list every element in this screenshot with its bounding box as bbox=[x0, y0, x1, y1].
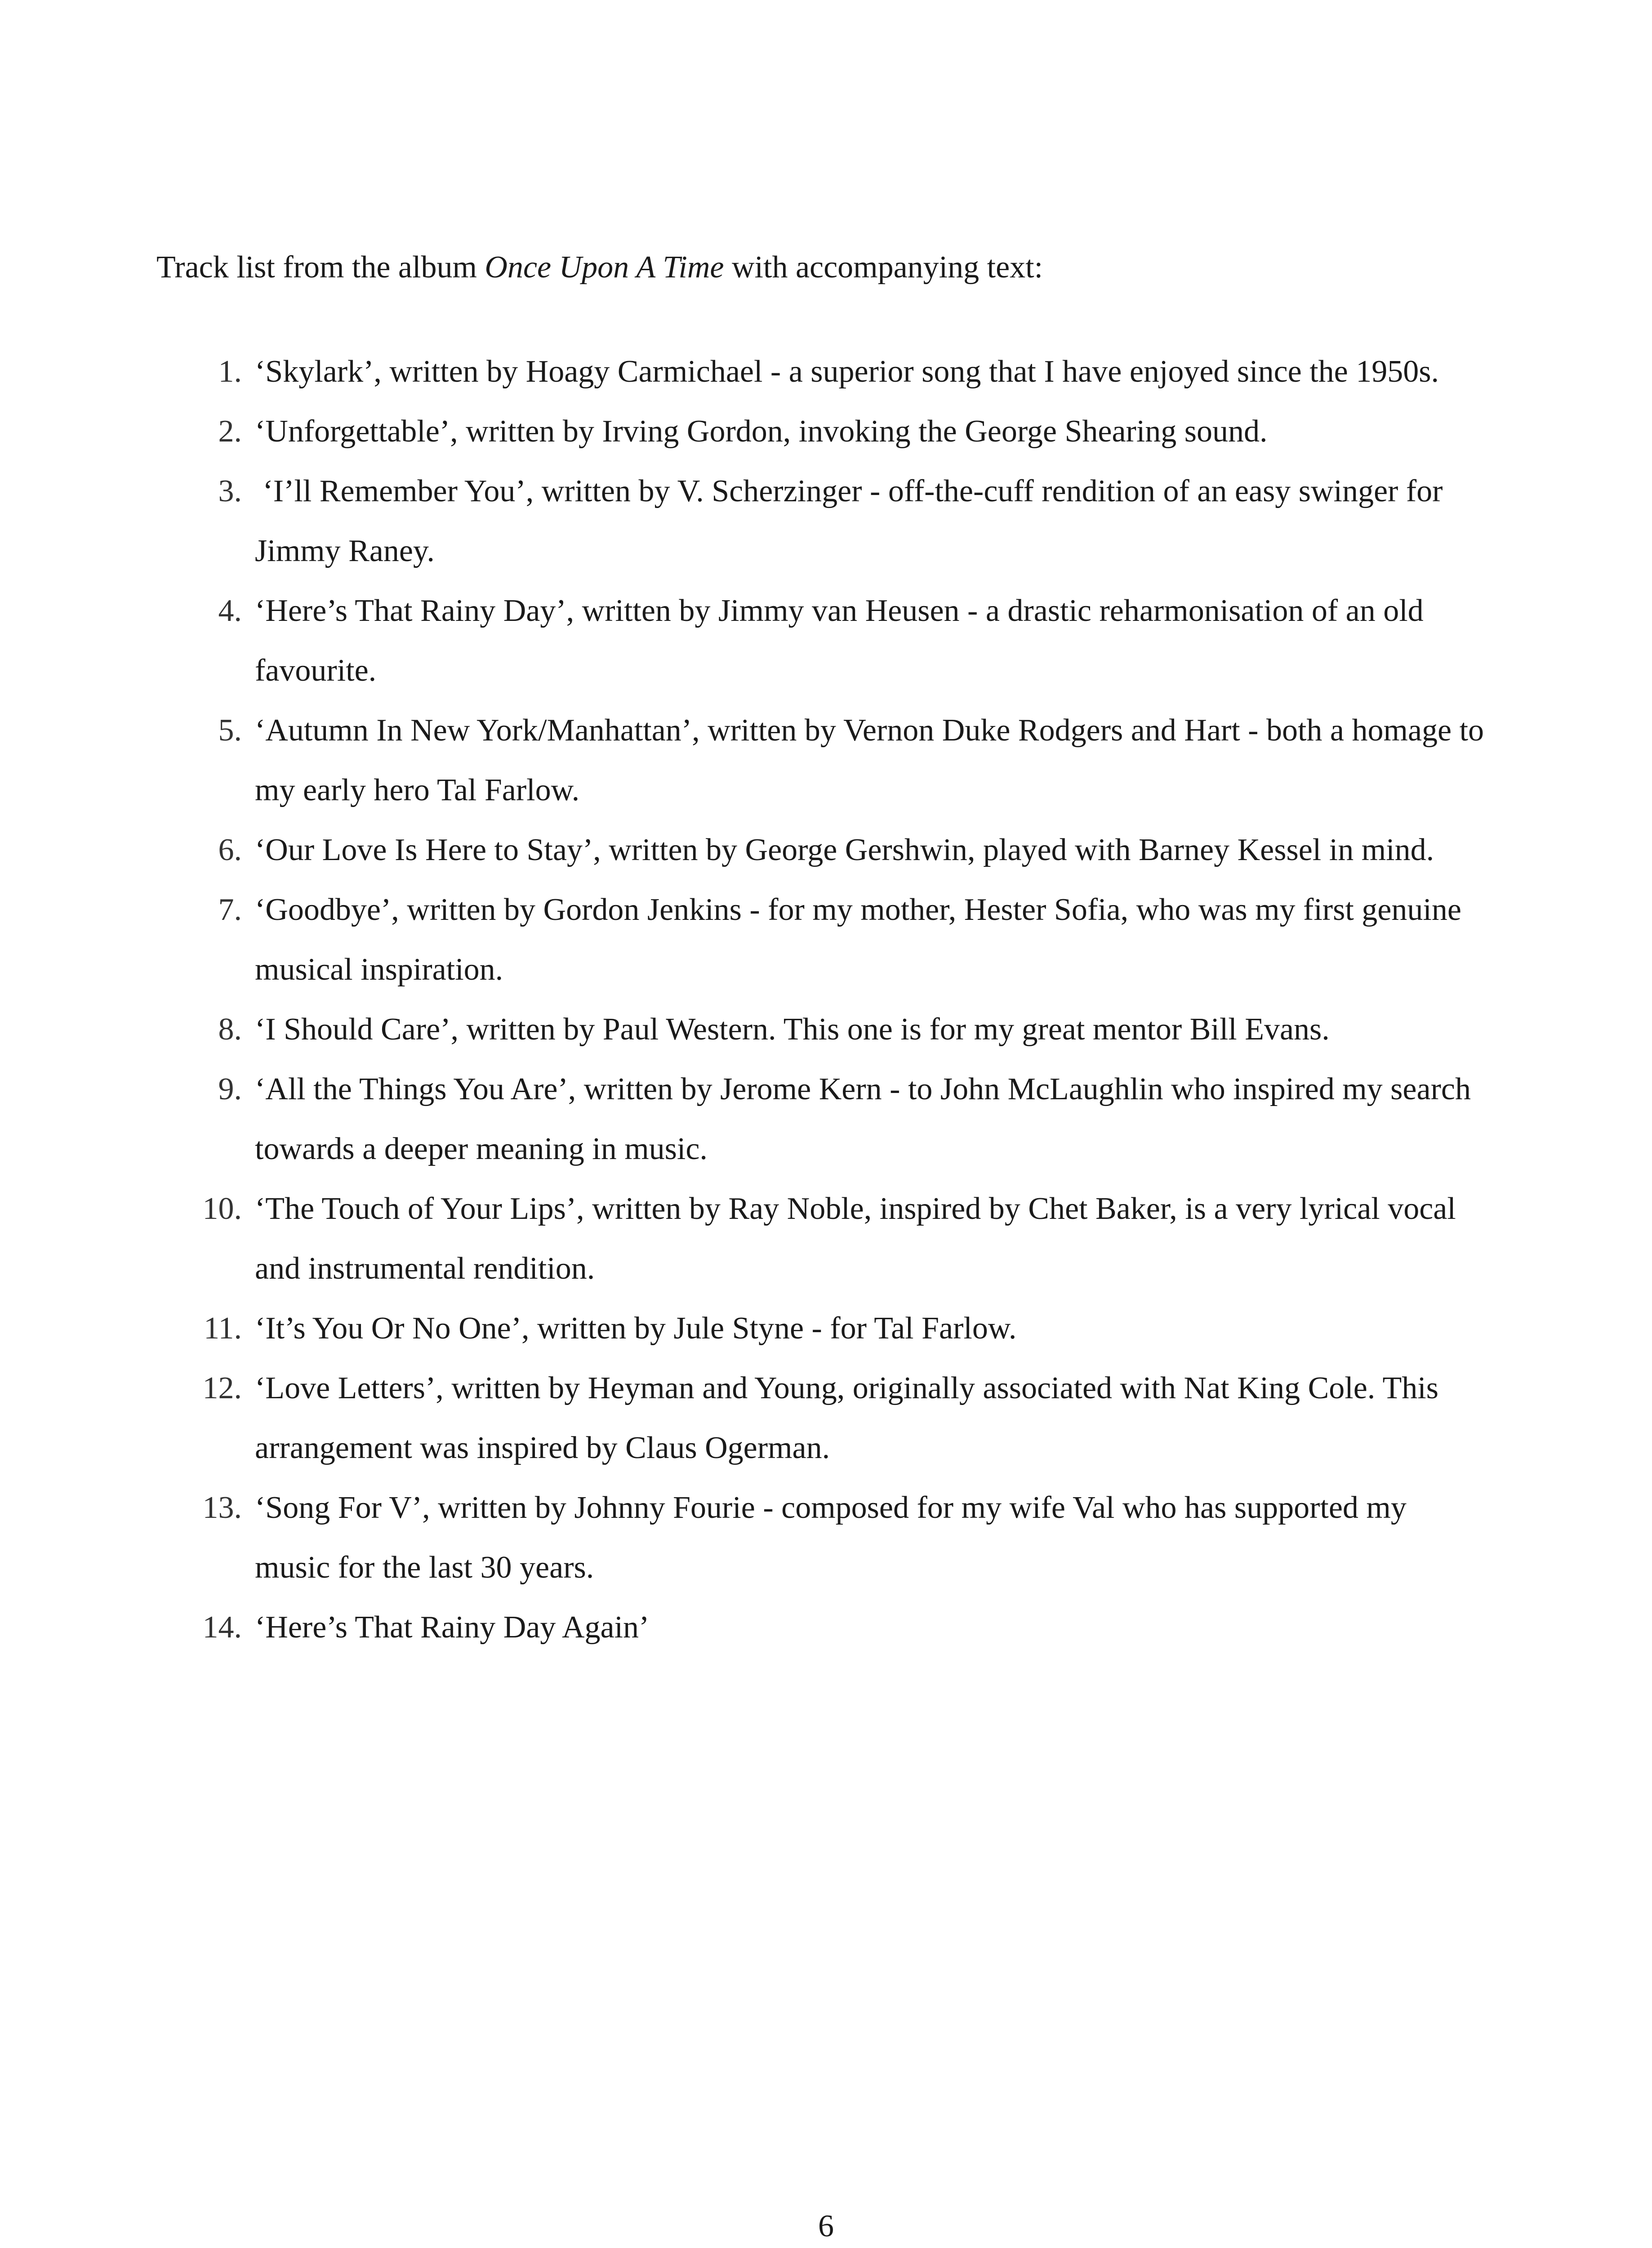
track-text: ‘It’s You Or No One’, written by Jule Styne - for Tal Farlow. bbox=[255, 1311, 1017, 1346]
track-item bbox=[148, 1478, 1488, 1597]
track-number: 10. bbox=[202, 1191, 242, 1226]
track-text: ‘Autumn In New York/Manhattan’, written by Vernon Duke Rodgers and Hart - both a homage to my early hero Tal Farlow. bbox=[255, 713, 1484, 807]
track-number: 6. bbox=[218, 833, 242, 867]
track-text: ‘Unforgettable’, written by Irving Gordon, invoking the George Shearing sound. bbox=[255, 414, 1268, 449]
track-number: 8. bbox=[218, 1012, 242, 1047]
track-text: ‘I Should Care’, written by Paul Western. This one is for my great mentor Bill Evans. bbox=[255, 1012, 1330, 1047]
track-number: 3. bbox=[218, 474, 242, 508]
track-item bbox=[148, 999, 1488, 1059]
track-text: ‘Love Letters’, written by Heyman and Young, originally associated with Nat King Cole. This arrangement was inspired by Claus Ogerman. bbox=[255, 1371, 1438, 1465]
track-text: ‘I’ll Remember You’, written by V. Scherzinger - off-the-cuff rendition of an easy swinger for Jimmy Raney. bbox=[255, 474, 1451, 568]
track-item bbox=[148, 401, 1488, 461]
track-text: ‘All the Things You Are’, written by Jerome Kern - to John McLaughlin who inspired my search towards a deeper meaning in music. bbox=[255, 1072, 1471, 1166]
track-item bbox=[148, 820, 1488, 880]
track-number: 1. bbox=[218, 354, 242, 389]
track-text: ‘The Touch of Your Lips’, written by Ray Noble, inspired by Chet Baker, is a very lyrical vocal and instrumental rendition. bbox=[255, 1191, 1456, 1286]
page-number: 6 bbox=[818, 2209, 834, 2244]
track-text: ‘Song For V’, written by Johnny Fourie - composed for my wife Val who has supported my music for the last 30 years. bbox=[255, 1490, 1407, 1585]
track-text: ‘Here’s That Rainy Day Again’ bbox=[255, 1610, 650, 1645]
track-number: 4. bbox=[218, 593, 242, 628]
track-item bbox=[148, 1358, 1488, 1478]
track-text: ‘Goodbye’, written by Gordon Jenkins - for my mother, Hester Sofia, who was my first genuine musical inspiration. bbox=[255, 892, 1461, 987]
track-text: ‘Skylark’, written by Hoagy Carmichael - a superior song that I have enjoyed since the 1950s. bbox=[255, 354, 1439, 389]
intro-prefix: Track list from the album bbox=[156, 250, 485, 285]
track-text: ‘Here’s That Rainy Day’, written by Jimmy van Heusen - a drastic reharmonisation of an old favourite. bbox=[255, 593, 1424, 688]
track-text: ‘Our Love Is Here to Stay’, written by George Gershwin, played with Barney Kessel in mind. bbox=[255, 833, 1434, 867]
track-number: 5. bbox=[218, 713, 242, 748]
intro-line bbox=[156, 246, 1043, 289]
track-item bbox=[148, 461, 1488, 581]
album-title: Once Upon A Time bbox=[485, 250, 724, 285]
track-list bbox=[148, 342, 1488, 1657]
track-item bbox=[148, 700, 1488, 820]
track-item bbox=[148, 342, 1488, 401]
track-item bbox=[148, 880, 1488, 999]
track-item bbox=[148, 1597, 1488, 1657]
track-number: 2. bbox=[218, 414, 242, 449]
track-number: 13. bbox=[202, 1490, 242, 1525]
track-number: 11. bbox=[204, 1311, 242, 1346]
track-item bbox=[148, 1059, 1488, 1179]
track-number: 9. bbox=[218, 1072, 242, 1106]
track-number: 12. bbox=[202, 1371, 242, 1405]
track-item bbox=[148, 581, 1488, 700]
intro-suffix: with accompanying text: bbox=[724, 250, 1043, 285]
track-item bbox=[148, 1298, 1488, 1358]
track-number: 7. bbox=[218, 892, 242, 927]
track-number: 14. bbox=[202, 1610, 242, 1645]
track-item bbox=[148, 1179, 1488, 1298]
